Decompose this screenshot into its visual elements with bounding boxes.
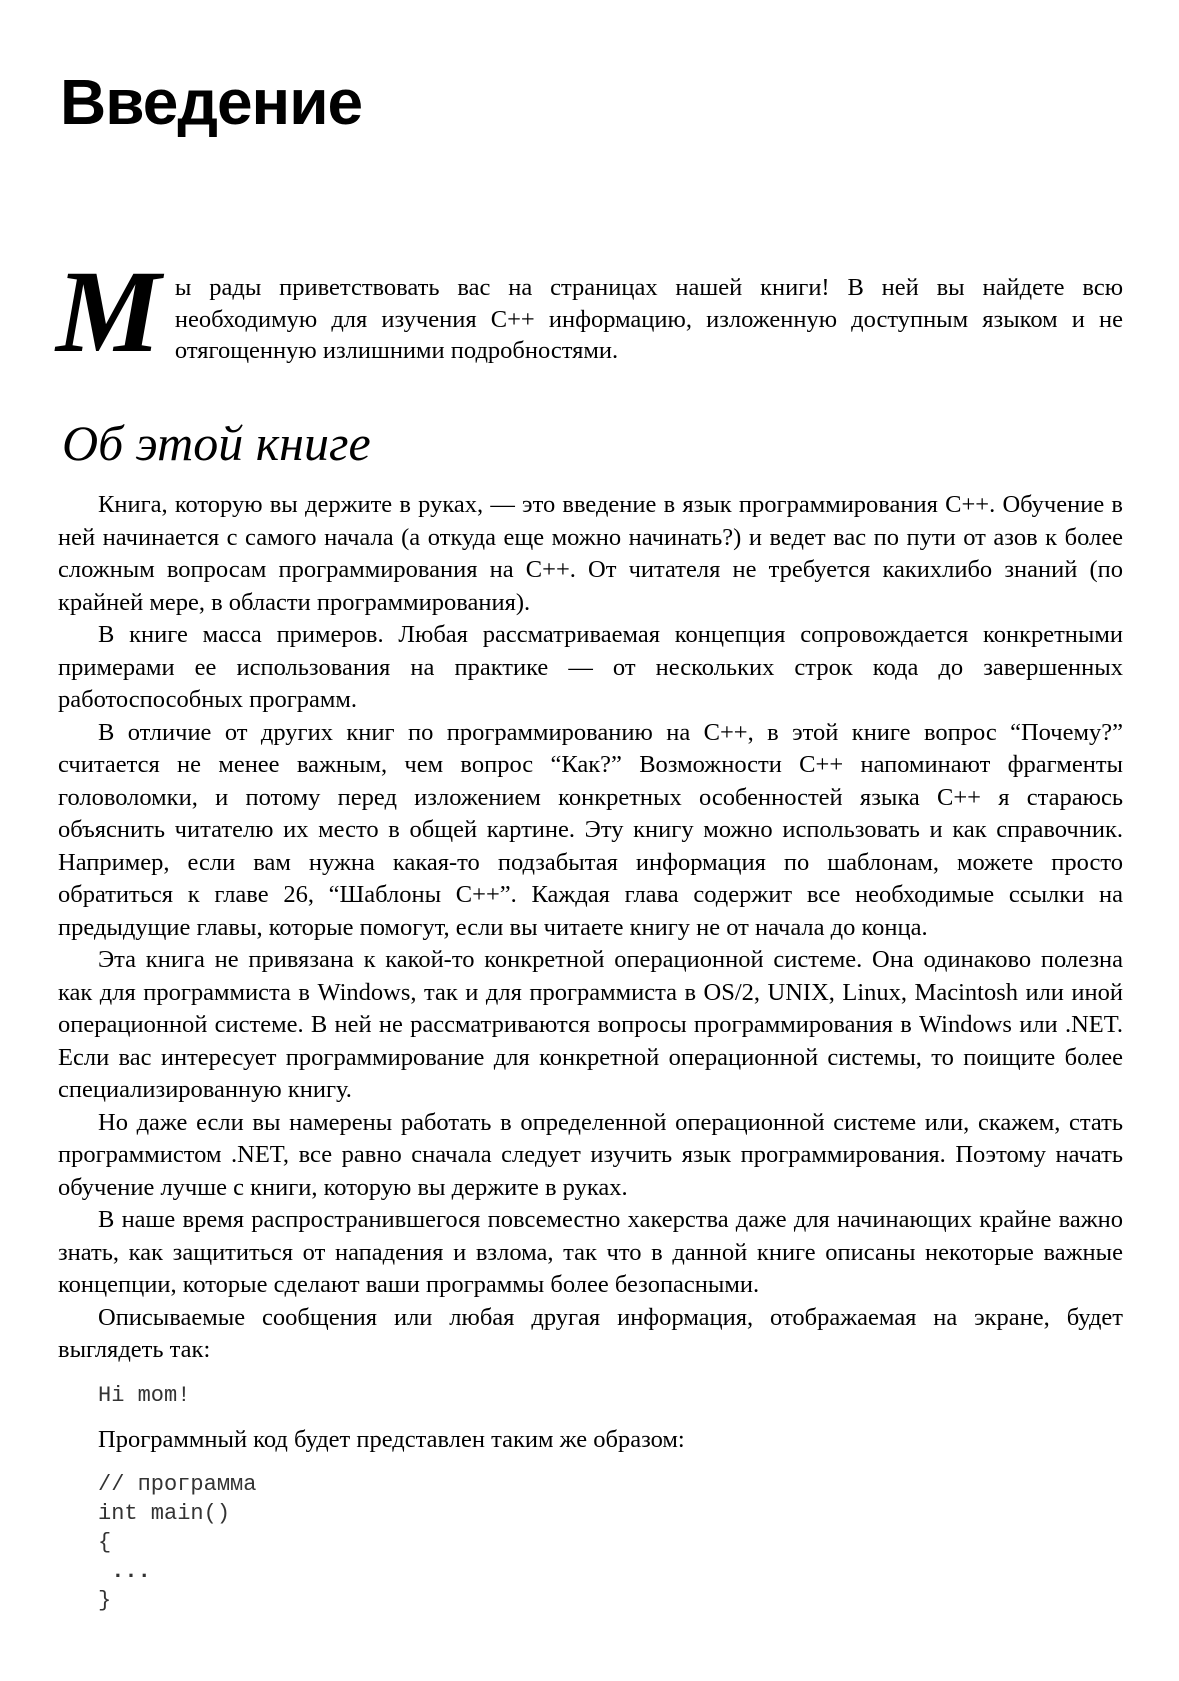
section-title: Об этой книге — [62, 415, 371, 471]
drop-cap: M — [56, 246, 161, 377]
code-line: // программа — [98, 1472, 257, 1497]
paragraph-1: Книга, которую вы держите в руках, — это введение в язык программирования C++. Обучение в ней начинается с самого начала (а откуда еще можно начинать?) и ведет вас по пути от азов к более сложным вопросам программирования на C++. От читателя не требуется какихлибо знаний (по крайней мере, в области программирования). — [58, 491, 1123, 616]
code-line: int main() — [98, 1501, 231, 1526]
paragraph-5: Но даже если вы намерены работать в определенной операционной системе или, скажем, стать программистом .NET, все равно сначала следует изучить язык программирования. Поэтому начать обучение лучше с книги, которую вы держите в руках. — [58, 1108, 1123, 1201]
paragraph-2: В книге масса примеров. Любая рассматриваемая концепция сопровождается конкретными примерами ее использования на практике — от нескольких строк кода до завершенных работоспособных программ. — [58, 621, 1123, 713]
code-line-ellipsis: ... — [98, 1559, 151, 1584]
code-intro-text: Программный код будет представлен таким же образом: — [98, 1425, 685, 1453]
chapter-title: Введение — [60, 66, 363, 138]
paragraph-7: Описываемые сообщения или любая другая информация, отображаемая на экране, будет выглядеть так: — [58, 1303, 1123, 1363]
intro-paragraph — [56, 246, 1123, 377]
code-line: { — [98, 1530, 112, 1555]
screen-output-sample: Hi mom! — [98, 1382, 191, 1408]
code-listing — [98, 1470, 1123, 1615]
intro-text: ы рады приветствовать вас на страницах нашей книги! В ней вы найдете всю необходимую для изучения C++ информацию, изложенную доступным языком и не отягощенную излишними подробностями. — [174, 274, 1123, 364]
paragraph-6: В наше время распространившегося повсеместно хакерства даже для начинающих крайне важно знать, как защититься от нападения и взлома, так что в данной книге описаны некоторые важные концепции, которые сделают ваши программы более безопасными. — [58, 1206, 1123, 1298]
section-body — [58, 489, 1123, 1615]
paragraph-4: Эта книга не привязана к какой-то конкретной операционной системе. Она одинаково полезна как для программиста в Windows, так и для программиста в OS/2, UNIX, Linux, Macintosh или иной операционной системе. В ней не рассматриваются вопросы программирования в Windows или .NET. Если вас интересует программирование для конкретной операционной системы, то поищите более специализированную книгу. — [58, 946, 1123, 1103]
code-line: } — [98, 1588, 112, 1613]
paragraph-3: В отличие от других книг по программированию на C++, в этой книге вопрос “Почему?” считается не менее важным, чем вопрос “Как?” Возможности C++ напоминают фрагменты головоломки, и потому перед изложением конкретных особенностей языка C++ я стараюсь объяснить читателю их место в общей картине. Эту книгу можно использовать и как справочник. Например, если вам нужна какая-то подзабытая информация по шаблонам, можете просто обратиться к главе 26, “Шаблоны C++”. Каждая глава содержит все необходимые ссылки на предыдущие главы, которые помогут, если вы читаете книгу не от начала до конца. — [58, 718, 1123, 941]
